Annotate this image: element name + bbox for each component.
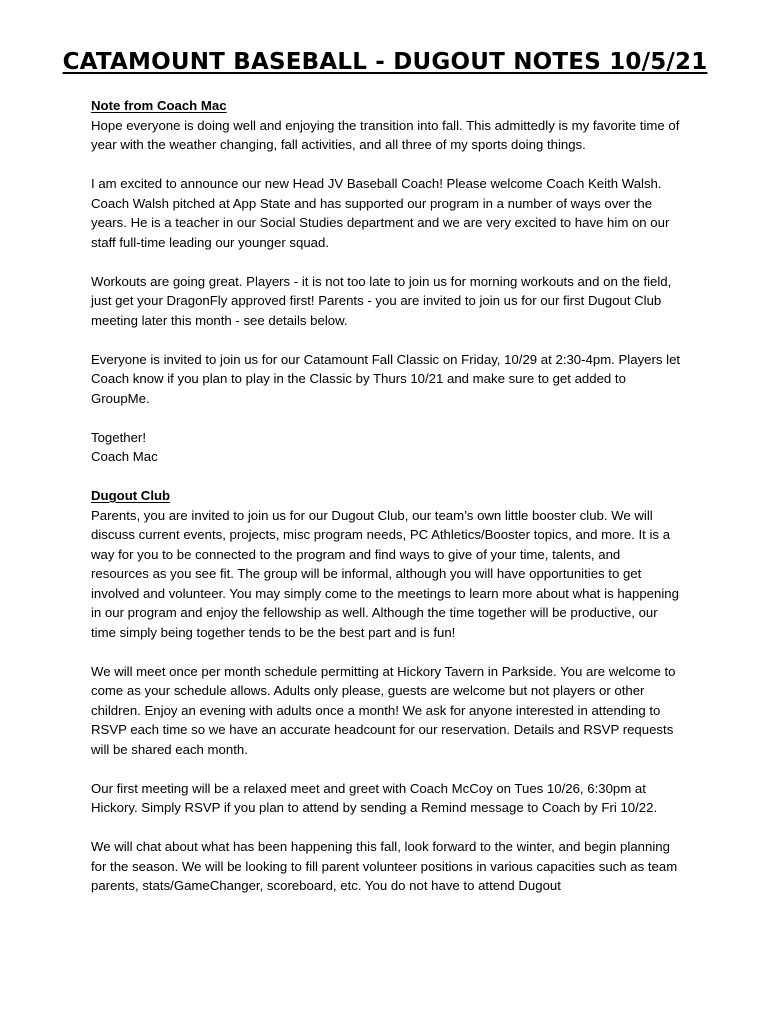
dugout-club-paragraph: We will chat about what has been happening this fall, look forward to the winter, and begin planning for the season. We will be looking to fill parent volunteer positions in various capacities such as team parents, stats/GameChanger, scoreboard, etc. You do not have to attend Dugout <box>91 839 678 893</box>
dugout-club-heading: Dugout Club <box>91 488 171 503</box>
document-title: CATAMOUNT BASEBALL - DUGOUT NOTES 10/5/21 <box>62 49 708 75</box>
coach-note-heading: Note from Coach Mac <box>91 98 227 113</box>
coach-note-section <box>91 96 681 467</box>
dugout-club-section <box>91 486 681 896</box>
document-body <box>91 96 681 896</box>
coach-note-paragraph: Hope everyone is doing well and enjoying the transition into fall. This admittedly is my favorite time of year with the weather changing, fall activities, and all three of my sports doing things. <box>91 117 680 152</box>
dugout-club-paragraph: Parents, you are invited to join us for our Dugout Club, our team’s own little booster club. We will discuss current events, projects, misc program needs, PC Athletics/Booster topics, and more. It is a way for you to be connected to the program and find ways to give of your time, talents, and resources as you see fit. The group will be informal, although you will have opportunities to get involved and volunteer. You may simply come to the meetings to learn more about what is happening in our program and enjoy the fellowship as well. Although the time together will be productive, our time simply being together tends to be the best part and is fun! <box>91 507 679 640</box>
coach-note-paragraph: Workouts are going great. Players - it is not too late to join us for morning workouts and on the field, just get your DragonFly approved first! Parents - you are invited to join us for our first Dugout Club meeting later this month - see details below. <box>91 273 672 328</box>
dugout-club-paragraph: Our first meeting will be a relaxed meet and greet with Coach McCoy on Tues 10/26, 6:30pm at Hickory. Simply RSVP if you plan to attend by sending a Remind message to Coach by Fri 10/22. <box>91 780 658 815</box>
signoff-line: Together! <box>91 429 146 445</box>
coach-note-paragraph: I am excited to announce our new Head JV Baseball Coach! Please welcome Coach Keith Walsh. Coach Walsh pitched at App State and has supported our program in a number of ways over the years. He is a teacher in our Social Studies department and we are very excited to have him on our staff full-time leading our younger squad. <box>91 176 670 250</box>
signoff <box>91 428 681 467</box>
dugout-club-paragraph: We will meet once per month schedule permitting at Hickory Tavern in Parkside. You are welcome to come as your schedule allows. Adults only please, guests are welcome but not players or other children. Enjoy an evening with adults once a month! We ask for anyone interested in attending to RSVP each time so we have an accurate headcount for our reservation. Details and RSVP requests will be shared each month. <box>91 663 676 757</box>
signoff-name: Coach Mac <box>91 449 158 464</box>
coach-note-paragraph: Everyone is invited to join us for our Catamount Fall Classic on Friday, 10/29 at 2:30-4pm. Players let Coach know if you plan to play in the Classic by Thurs 10/21 and make sure to get added to GroupMe. <box>91 351 681 406</box>
